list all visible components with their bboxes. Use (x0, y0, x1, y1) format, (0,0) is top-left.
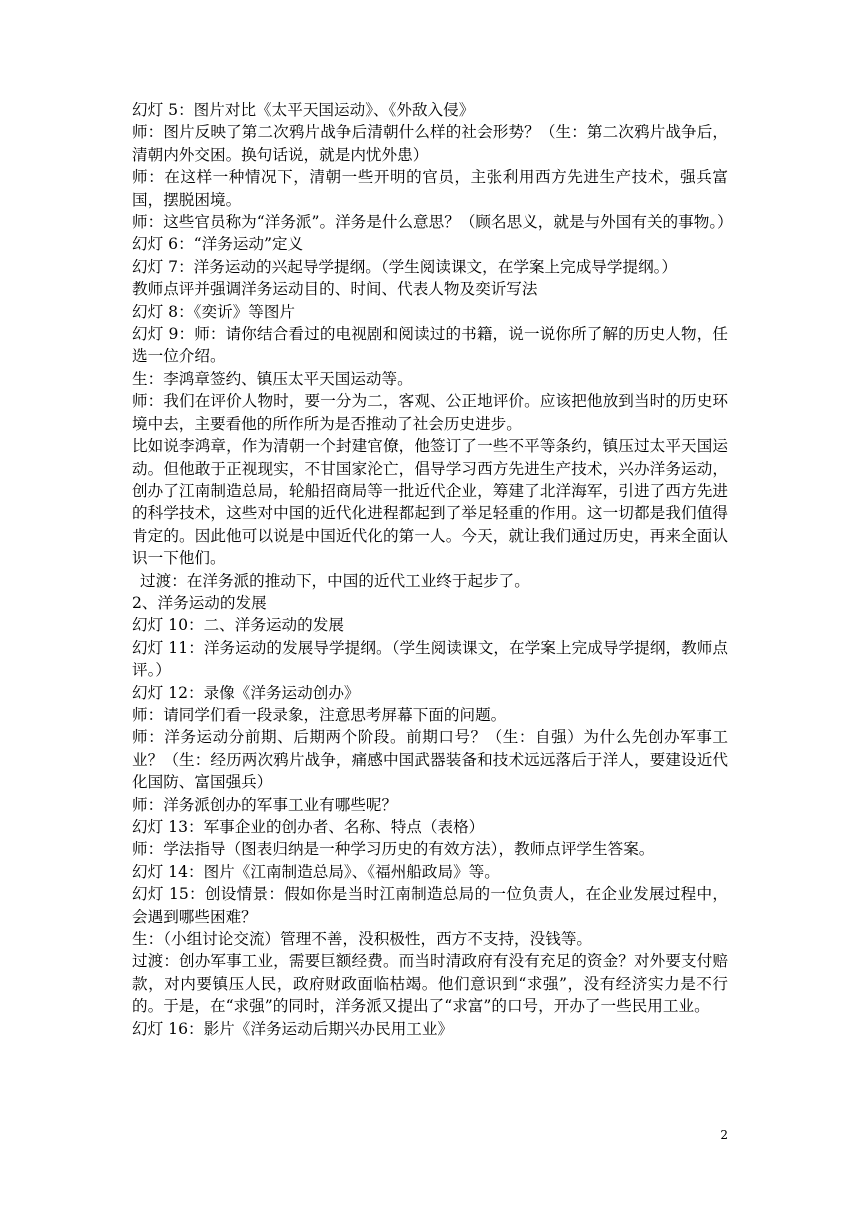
paragraph-student-li-hongzhang: 生：李鸿章签约、镇压太平天国运动等。 (132, 369, 413, 388)
body-text (132, 99, 733, 1040)
paragraph-slide-16: 幻灯 16：影片《洋务运动后期兴办民用工业》 (132, 1019, 454, 1038)
paragraph-li-hongzhang-example: 比如说李鸿章，作为清朝一个封建官僚，他签订了一些不平等条约，镇压过太平天国运动。但他敢于正视现实，不甘国家沦亡，倡导学习西方先进生产技术，兴办洋务运动，创办了江南制造总局，轮船招商局等一批近代企业，筹建了北洋海军，引进了西方先进的科学技术，这些对中国的近代化进程都起到了举足轻重的作用。这一切都是我们值得肯定的。因此他可以说是中国近代化的第一人。今天，就让我们通过历史，再来全面认识一下他们。 (132, 437, 728, 568)
paragraph-slide-13: 幻灯 13：军事企业的创办者、名称、特点（表格） (132, 818, 485, 836)
paragraph-transition-industry: 过渡：在洋务派的推动下，中国的近代工业终于起步了。 (140, 571, 530, 590)
paragraph-slide-5: 幻灯 5：图片对比《太平天国运动》、《外敌入侵》 (132, 101, 475, 119)
paragraph-slide-11: 幻灯 11：洋务运动的发展导学提纲。（学生阅读课文，在学案上完成导学提纲，教师点评。） (132, 638, 728, 680)
paragraph-slide-9: 幻灯 9：师：请你结合看过的电视剧和阅读过的书籍，说一说你所了解的历史人物，任选一位介绍。 (132, 325, 728, 366)
paragraph-slide-12: 幻灯 12：录像《洋务运动创办》 (132, 683, 360, 702)
paragraph-slide-10: 幻灯 10：二、洋务运动的发展 (132, 616, 344, 635)
paragraph-teacher-evaluation: 师：我们在评价人物时，要一分为二，客观、公正地评价。应该把他放到当时的历史环境中去，主要看他的所作所为是否推动了社会历史进步。 (132, 392, 728, 433)
paragraph-teacher-military-industry: 师：洋务派创办的军事工业有哪些呢？ (132, 795, 398, 814)
paragraph-slide-6: 幻灯 6：“洋务运动”定义 (132, 235, 304, 254)
paragraph-teacher-two-stages: 师：洋务运动分前期、后期两个阶段。前期口号？（生：自强）为什么先创办军事工业？（生：经历两次鸦片战争，痛感中国武器装备和技术远远落后于洋人，要建设近代化国防、富国强兵） (132, 728, 728, 792)
paragraph-teacher-comment: 教师点评并强调洋务运动目的、时间、代表人物及奕䜣写法 (132, 280, 538, 299)
paragraph-slide-15: 幻灯 15：创设情景：假如你是当时江南制造总局的一位负责人，在企业发展过程中，会遇到哪些困难？ (132, 885, 728, 926)
paragraph-student-discussion: 生：（小组讨论交流）管理不善，没积极性，西方不支持，没钱等。 (132, 930, 593, 949)
paragraph-slide-7: 幻灯 7：洋务运动的兴起导学提纲。（学生阅读课文，在学案上完成导学提纲。） (132, 257, 678, 276)
section-heading-development: 2、洋务运动的发展 (132, 593, 267, 612)
paragraph-teacher-yangwu-meaning: 师：这些官员称为“洋务派”。洋务是什么意思？（顾名思义，就是与外国有关的事物。） (132, 213, 733, 232)
paragraph-slide-14: 幻灯 14：图片《江南制造总局》、《福州船政局》等。 (132, 862, 500, 881)
paragraph-slide-8: 幻灯 8：《奕䜣》等图片 (132, 302, 296, 321)
page-number: 2 (720, 1128, 728, 1142)
paragraph-teacher-watch-video: 师：请同学们看一段录象，注意思考屏幕下面的问题。 (132, 705, 507, 724)
paragraph-teacher-method: 师：学法指导（图表归纳是一种学习历史的有效方法），教师点评学生答案。 (132, 840, 655, 859)
paragraph-teacher-officials: 师：在这样一种情况下，清朝一些开明的官员，主张利用西方先进生产技术，强兵富国，摆脱困境。 (132, 168, 728, 209)
paragraph-teacher-question-situation: 师：图片反映了第二次鸦片战争后清朝什么样的社会形势？（生：第二次鸦片战争后，清朝内外交困。换句话说，就是内忧外患） (132, 123, 728, 164)
paragraph-transition-funding: 过渡：创办军事工业，需要巨额经费。而当时清政府有没有充足的资金？对外要支付赔款，对内要镇压人民，政府财政面临枯竭。他们意识到“求强”，没有经济实力是不行的。于是，在“求强”的同时，洋务派又提出了“求富”的口号，开办了一些民用工业。 (132, 952, 728, 1016)
